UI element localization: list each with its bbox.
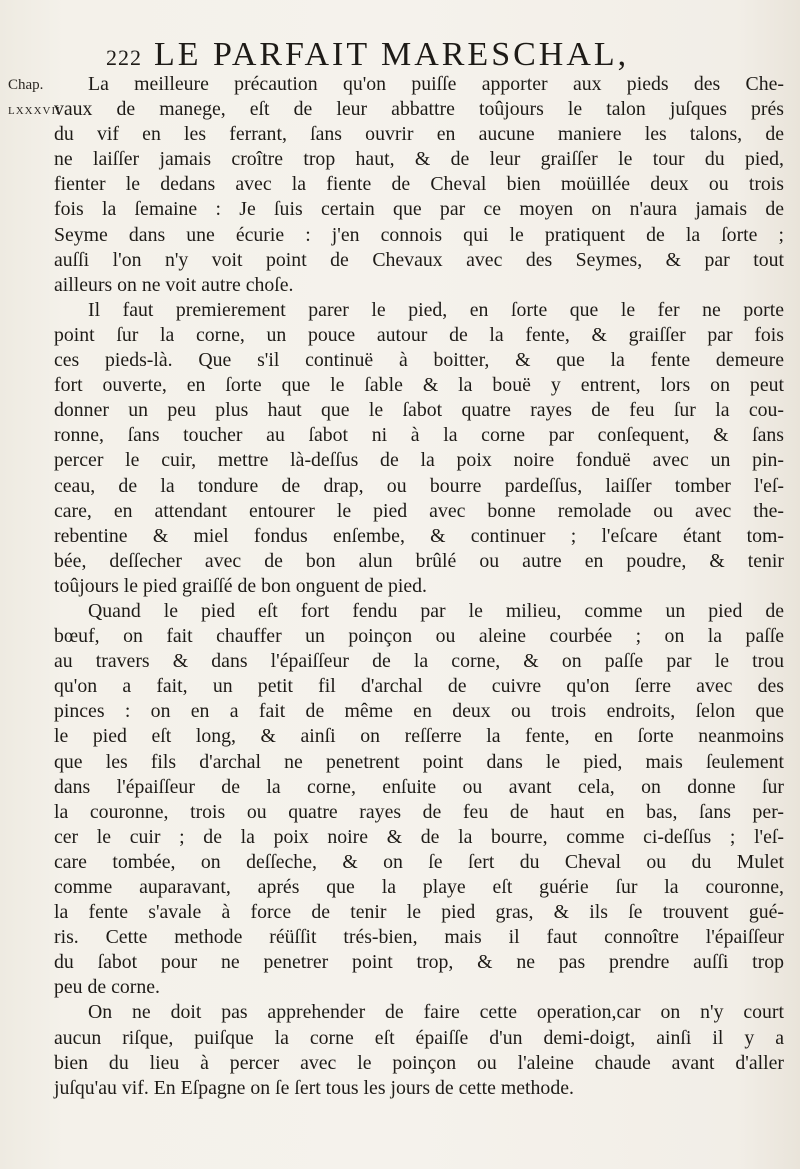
text-line: bée, deſſecher avec de bon alun brûlé ou autre en poudre, & tenir xyxy=(54,549,784,572)
text-line: care tombée, on deſſeche, & on ſe ſert du Cheval ou du Mulet xyxy=(54,850,784,873)
text-line: ronne, ſans toucher au ſabot ni à la corne par conſequent, & ſans xyxy=(54,424,784,447)
text-line: toûjours le pied graiſſé de bon onguent de pied. xyxy=(54,574,428,597)
text-line: peu de corne. xyxy=(54,976,160,999)
text-line: rebentine & miel fondus enſembe, & continuer ; l'eſcare étant tom- xyxy=(54,524,784,547)
page-header xyxy=(106,36,756,72)
text-line: fienter le dedans avec la fiente de Cheval bien moüillée deux ou trois xyxy=(54,173,784,196)
text-line: Seyme dans une écurie : j'en connois qui le pratiquent de la ſorte ; xyxy=(54,223,784,246)
text-line: On ne doit pas apprehender de faire cette operation,car on n'y court xyxy=(88,1001,784,1024)
text-line: pinces : on en a fait de même en deux ou trois endroits, ſelon que xyxy=(54,700,784,723)
chapter-number: LXXXVII xyxy=(8,105,61,117)
text-line: percer le cuir, mettre là-deſſus de la poix noire fonduë avec un pin- xyxy=(54,449,784,472)
text-line: ne laiſſer jamais croître trop haut, & de leur graiſſer le tour du pied, xyxy=(54,148,784,171)
page-number: 222 xyxy=(106,45,142,70)
text-line: aucun riſque, puiſque la corne eſt épaiſſe d'un demi-doigt, ainſi il y a xyxy=(54,1026,784,1049)
text-line: point ſur la corne, un pouce autour de la fente, & graiſſer par fois xyxy=(54,323,784,346)
text-line: du vif en les ferrant, ſans ouvrir en aucune maniere les talons, de xyxy=(54,123,784,146)
text-line: fort ouverte, en ſorte que le ſable & la bouë y entrent, lors on peut xyxy=(54,374,784,397)
body-text xyxy=(54,72,784,1101)
text-line: vaux de manege, eſt de leur abbattre toûjours le talon juſques prés xyxy=(54,98,784,121)
text-line: que les fils d'archal ne penetrent point dans le pied, mais ſeulement xyxy=(54,750,784,773)
text-line: dans l'épaiſſeur de la corne, enſuite ou avant cela, on donne ſur xyxy=(54,775,784,798)
text-line: ris. Cette methode réüſſit trés-bien, mais il faut connoître l'épaiſſeur xyxy=(54,926,784,949)
text-line: bœuf, on fait chauffer un poinçon ou aleine courbée ; on la paſſe xyxy=(54,625,784,648)
text-line: auſſi l'on n'y voit point de Chevaux avec des Seymes, & par tout xyxy=(54,248,784,271)
text-line: la fente s'avale à force de tenir le pied gras, & ils ſe trouvent gué- xyxy=(54,901,784,924)
text-line: care, en attendant entourer le pied avec bonne remolade ou avec the- xyxy=(54,499,784,522)
text-line: ceau, de la tondure de drap, ou bourre pardeſſus, laiſſer tomber l'eſ- xyxy=(54,474,784,497)
text-line: Quand le pied eſt fort fendu par le milieu, comme un pied de xyxy=(88,599,784,622)
chapter-label: Chap. xyxy=(8,77,44,93)
running-title: LE PARFAIT MARESCHAL, xyxy=(154,36,630,73)
text-line: ailleurs on ne voit autre choſe. xyxy=(54,273,294,296)
text-line: du ſabot pour ne penetrer point trop, & ne pas prendre auſſi trop xyxy=(54,951,784,974)
text-line: au travers & dans l'épaiſſeur de la corne, & on paſſe par le trou xyxy=(54,650,784,673)
text-line: la couronne, trois ou quatre rayes de feu de haut en bas, ſans per- xyxy=(54,800,784,823)
chapter-margin-note xyxy=(8,72,61,124)
text-line: bien du lieu à percer avec le poinçon ou l'aleine chaude avant d'aller xyxy=(54,1051,784,1074)
text-line: ces pieds-là. Que s'il continuë à boitter, & que la fente demeure xyxy=(54,349,784,372)
text-line: fois la ſemaine : Je ſuis certain que par ce moyen on n'aura jamais de xyxy=(54,198,784,221)
text-line: donner un peu plus haut que le ſabot quatre rayes de feu ſur la cou- xyxy=(54,399,784,422)
text-line: le pied eſt long, & ainſi on reſſerre la fente, en ſorte neanmoins xyxy=(54,725,784,748)
text-line: Il faut premierement parer le pied, en ſorte que le fer ne porte xyxy=(88,298,784,321)
text-line: qu'on a fait, un petit fil d'archal de cuivre qu'on ſerre avec des xyxy=(54,675,784,698)
text-line: juſqu'au vif. En Eſpagne on ſe ſert tous les jours de cette methode. xyxy=(54,1076,574,1099)
text-line: comme auparavant, aprés que la playe eſt guérie ſur la couronne, xyxy=(54,876,784,898)
text-line: La meilleure précaution qu'on puiſſe apporter aux pieds des Che- xyxy=(88,73,784,95)
text-line: cer le cuir ; de la poix noire & de la bourre, comme ci-deſſus ; l'eſ- xyxy=(54,825,784,848)
